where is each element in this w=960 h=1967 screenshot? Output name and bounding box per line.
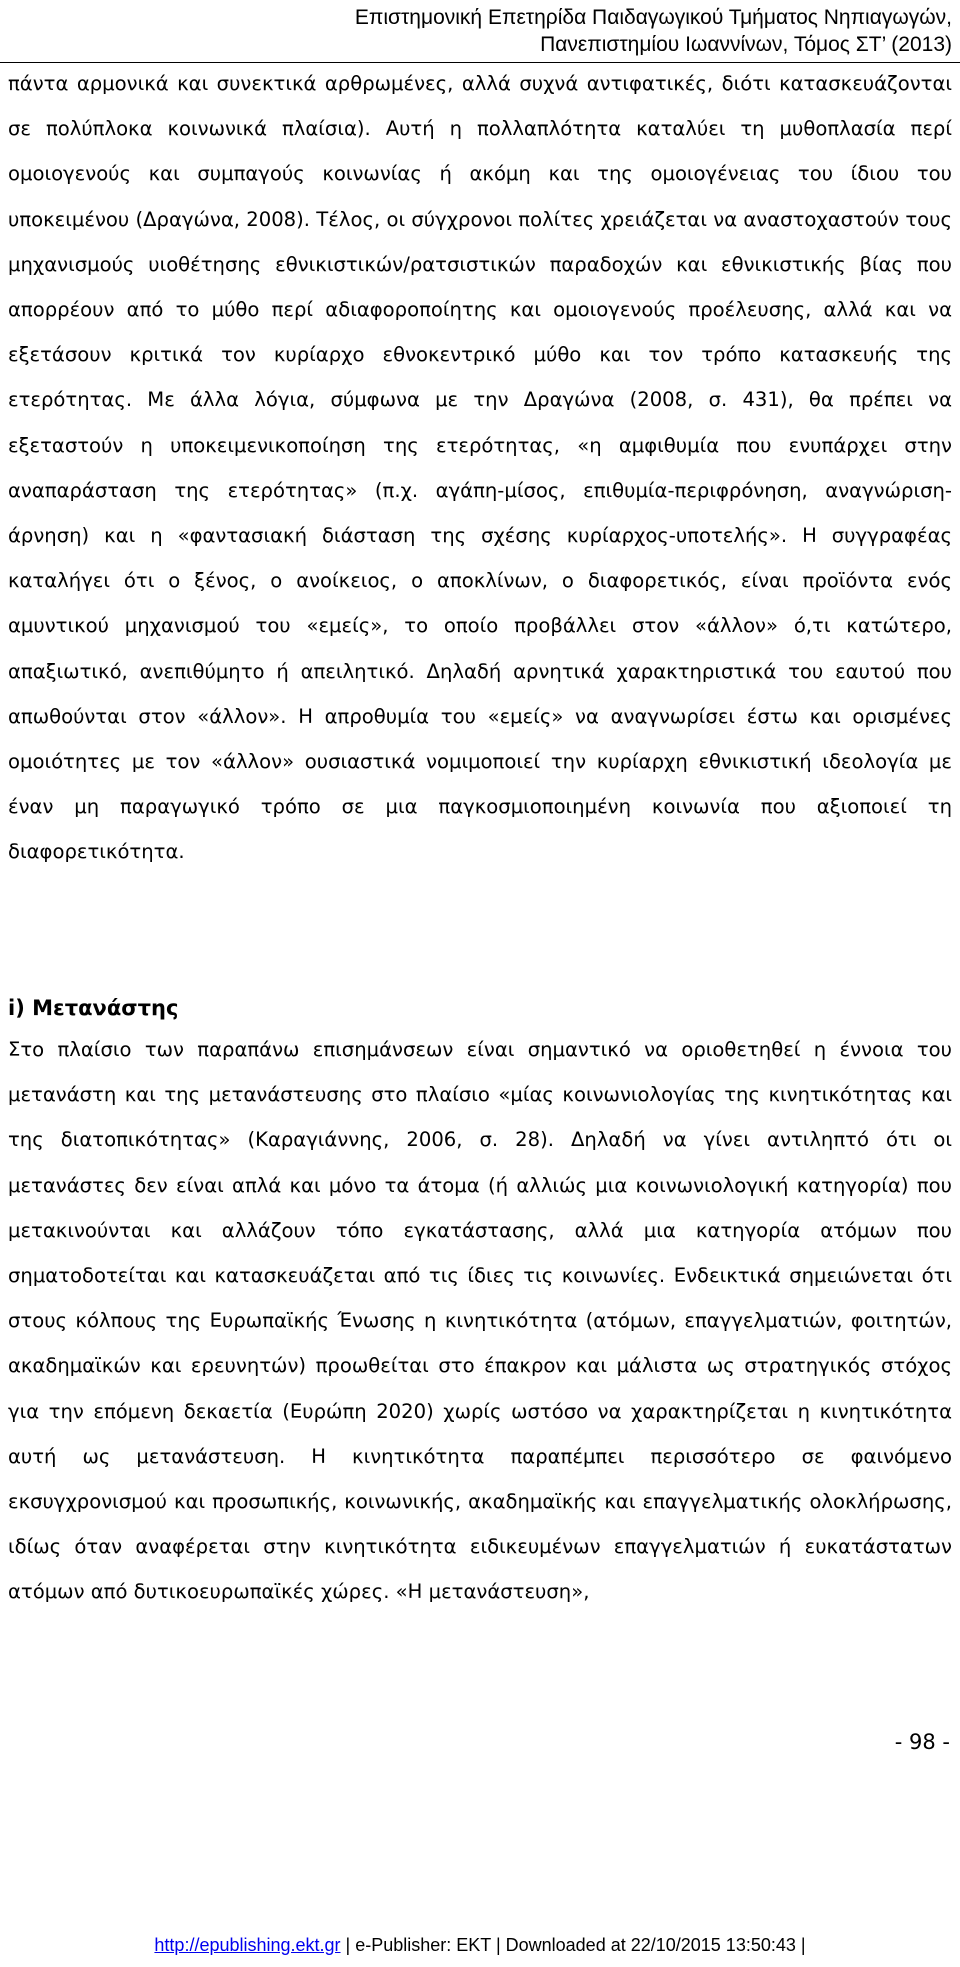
footer-download-info: | e-Publisher: EKT | Downloaded at 22/10/2015 13:50:43 |: [340, 1935, 806, 1955]
section-heading-migrant: i) Μετανάστης: [8, 996, 179, 1020]
body-paragraph-1: πάντα αρμονικά και συνεκτικά αρθρωμένες, αλλά συχνά αντιφατικές, διότι κατασκευάζονται σε πολύπλοκα κοινωνικά πλαίσια). Αυτή η πολλαπλότητα καταλύει τη μυθοπλασία περί ομοιογενούς και συμπαγούς κοινωνίας ή ακόμη και της ομοιογένειας του ίδιου του υποκειμένου (Δραγώνα, 2008). Τέλος, οι σύγχρονοι πολίτες χρειάζεται να αναστοχαστούν τους μηχανισμούς υιοθέτησης εθνικιστικών/ρατσιστικών παραδοχών και εθνικιστικής βίας που απορρέουν από το μύθο περί αδιαφοροποίητης και ομοιογενούς προέλευσης, αλλά και να εξετάσουν κριτικά τον κυρίαρχο εθνοκεντρικό μύθο και τον τρόπο κατασκευής της ετερότητας. Με άλλα λόγια, σύμφωνα με την Δραγώνα (2008, σ. 431), θα πρέπει να εξεταστούν η υποκειμενικοποίηση της ετερότητας, «η αμφιθυμία που ενυπάρχει στην αναπαράσταση της ετερότητας» (π.χ. αγάπη-μίσος, επιθυμία-περιφρόνηση, αναγνώριση-άρνηση) και η «φαντασιακή διάσταση της σχέσης κυρίαρχος-υποτελής». Η συγγραφέας καταλήγει ότι ο ξένος, ο ανοίκειος, ο αποκλίνων, ο διαφορετικός, είναι προϊόντα ενός αμυντικού μηχανισμού του «εμείς», το οποίο προβάλλει στον «άλλον» ό,τι κατώτερο, απαξιωτικό, ανεπιθύμητο ή απειλητικό. Δηλαδή αρνητικά χαρακτηριστικά του εαυτού που απωθούνται στον «άλλον». Η απροθυμία του «εμείς» να αναγνωρίσει έστω και ορισμένες ομοιότητες με τον «άλλον» ουσιαστικά νομιμοποιεί την κυρίαρχη εθνικιστική ιδεολογία με έναν μη παραγωγικό τρόπο σε μια παγκοσμιοποιημένη κοινωνία που αξιοποιεί τη διαφορετικότητα.: [8, 72, 952, 864]
download-footer: [0, 1935, 960, 1956]
header-line-1: Επιστημονική Επετηρίδα Παιδαγωγικού Τμήματος Νηπιαγωγών,: [354, 6, 952, 29]
page-number: - 98 -: [894, 1730, 950, 1754]
body-paragraph-2: Στο πλαίσιο των παραπάνω επισημάνσεων είναι σημαντικό να οριοθετηθεί η έννοια του μετανάστη και της μετανάστευσης στο πλαίσιο «μίας κοινωνιολογίας της κινητικότητας και της διατοπικότητας» (Καραγιάννης, 2006, σ. 28). Δηλαδή να γίνει αντιληπτό ότι οι μετανάστες δεν είναι απλά και μόνο τα άτομα (ή αλλιώς μια κοινωνιολογική κατηγορία) που μετακινούνται και αλλάζουν τόπο εγκατάστασης, αλλά μια κατηγορία ατόμων που σηματοδοτείται και κατασκευάζεται από τις ίδιες τις κοινωνίες. Ενδεικτικά σημειώνεται ότι στους κόλπους της Ευρωπαϊκής Ένωσης η κινητικότητα (ατόμων, επαγγελματιών, φοιτητών, ακαδημαϊκών και ερευνητών) προωθείται στο έπακρον και μάλιστα ως στρατηγικός στόχος για την επόμενη δεκαετία (Ευρώπη 2020) χωρίς ωστόσο να χαρακτηρίζεται η κινητικότητα αυτή ως μετανάστευση. Η κινητικότητα παραπέμπει περισσότερο σε φαινόμενο εκσυγχρονισμού και προσωπικής, κοινωνικής, ακαδημαϊκής και επαγγελματικής ολοκλήρωσης, ιδίως όταν αναφέρεται στην κινητικότητα ειδικευμένων επαγγελματιών ή ευκατάστατων ατόμων από δυτικοευρωπαϊκές χώρες. «Η μετανάστευση»,: [8, 1038, 952, 1604]
epublishing-link[interactable]: http://epublishing.ekt.gr: [154, 1935, 341, 1955]
journal-header: [355, 4, 952, 58]
header-line-2: Πανεπιστημίου Ιωαννίνων, Τόμος ΣΤ’ (2013): [540, 33, 952, 56]
